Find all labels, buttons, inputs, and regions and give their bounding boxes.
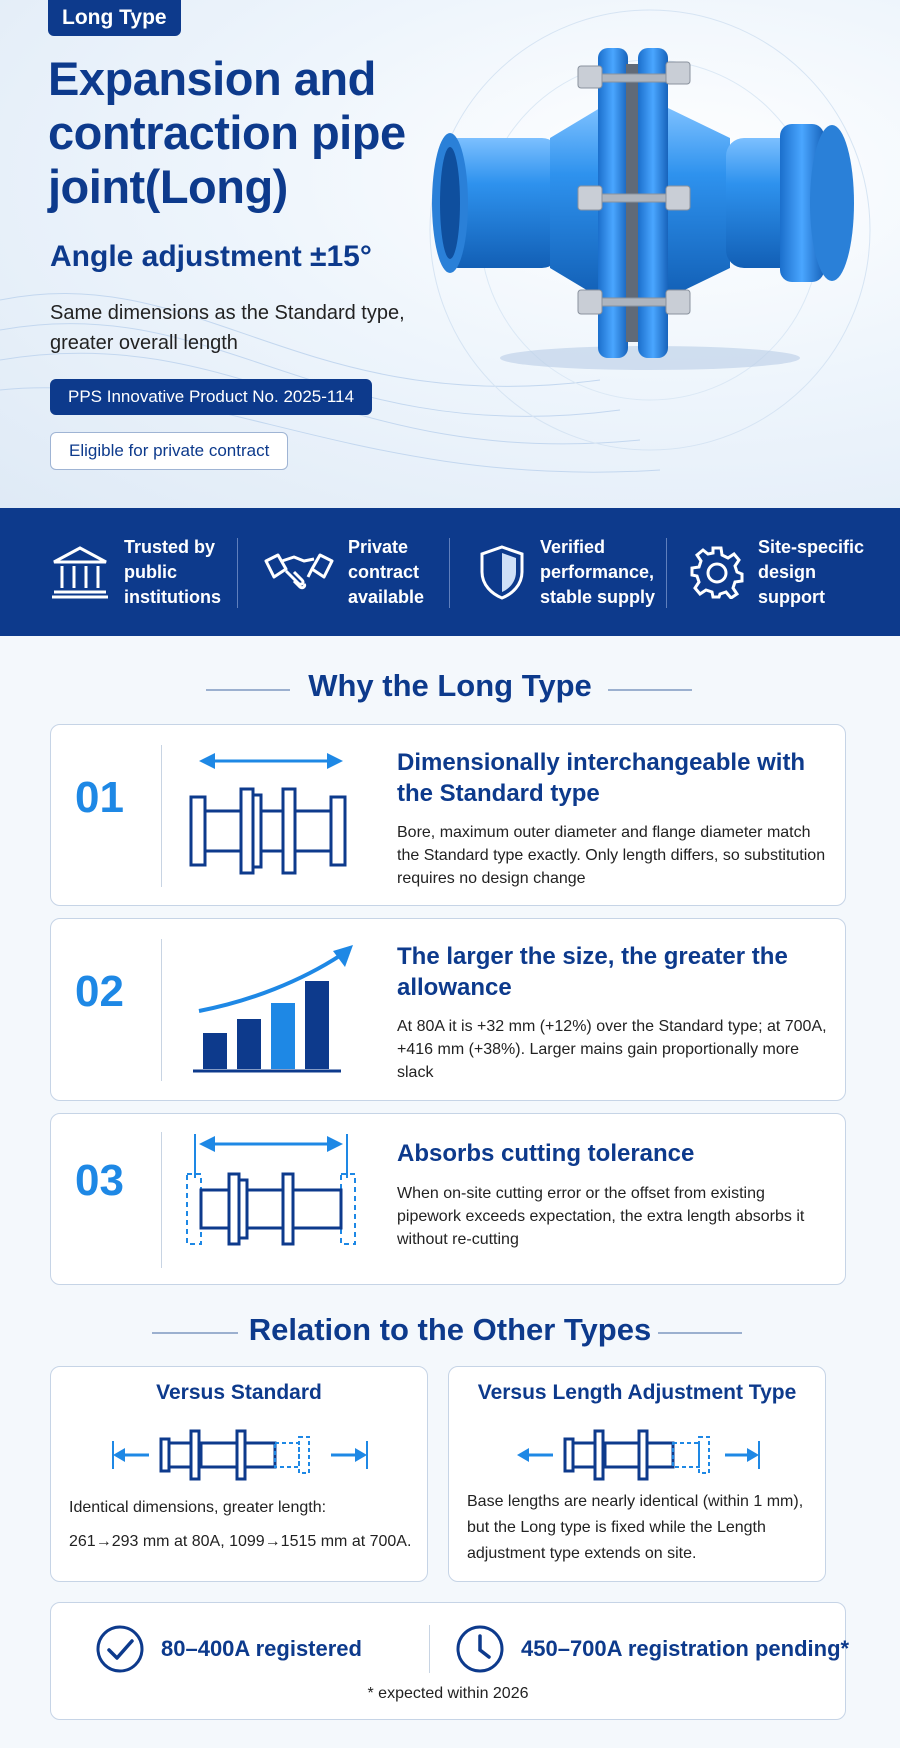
text-line: adjustment type extends on site. (467, 1545, 697, 1562)
pending-status (455, 1623, 849, 1675)
check-circle-icon (95, 1624, 145, 1674)
versus-standard-card (50, 1366, 428, 1582)
feature-band (0, 508, 900, 636)
shield-icon (478, 544, 526, 600)
card-body (467, 1489, 812, 1567)
why-section-title: Why the Long Type (308, 668, 592, 703)
card-number: 01 (75, 773, 124, 822)
hero-section (0, 0, 900, 508)
growth-chart-icon (181, 941, 381, 1081)
gear-icon (690, 545, 744, 599)
cutting-tolerance-icon (181, 1130, 381, 1270)
pipe-joint-image (430, 40, 870, 380)
feature-private-contract (264, 508, 428, 636)
feature-label: Trusted by public institutions (124, 536, 221, 607)
feature-label: Private contract available (348, 536, 425, 607)
text-line: 261→293 mm at 80A, 1099→1515 mm at 700A. (69, 1533, 412, 1550)
why-card-03 (50, 1113, 846, 1285)
divider (449, 538, 450, 608)
feature-public-institutions (50, 508, 224, 636)
why-card-02 (50, 918, 846, 1101)
relation-section-title: Relation to the Other Types (248, 1312, 652, 1347)
card-number: 03 (75, 1156, 124, 1205)
divider (429, 1625, 430, 1673)
card-heading: Versus Length Adjustment Type (477, 1381, 797, 1404)
clock-icon (455, 1624, 505, 1674)
pending-label: 450–700A registration pending* (521, 1636, 850, 1661)
divider (161, 745, 162, 887)
pps-product-badge: PPS Innovative Product No. 2025-114 (50, 379, 372, 415)
why-card-01 (50, 724, 846, 906)
card-body: When on-site cutting error or the offset from existing pipework exceeds expectation, the extra length absorbs it without re-cutting (397, 1185, 805, 1248)
card-body (69, 1495, 414, 1555)
text-line: Identical dimensions, greater length: (69, 1499, 327, 1516)
registered-status (95, 1623, 362, 1675)
registered-label: 80–400A registered (161, 1636, 362, 1661)
divider (666, 538, 667, 608)
divider (161, 939, 162, 1081)
divider (161, 1132, 162, 1268)
private-contract-badge: Eligible for private contract (50, 432, 288, 470)
feature-design-support (690, 508, 868, 636)
card-heading: The larger the size, the greater the allowance (397, 943, 788, 1001)
institution-icon (50, 544, 110, 600)
registration-card (50, 1602, 850, 1720)
card-body: At 80A it is +32 mm (+12%) over the Standard type; at 700A, +416 mm (+38%). Larger mains gain proportionally more slack (397, 1018, 827, 1081)
feature-label: Site-specific design support (758, 536, 865, 607)
text-line: but the Long type is fixed while the Length (467, 1519, 766, 1536)
divider (658, 1332, 742, 1334)
handshake-icon (264, 547, 334, 597)
text-line: Base lengths are nearly identical (within 1 mm), (467, 1493, 804, 1510)
feature-label: Verified performance, stable supply (540, 536, 656, 607)
angle-adjustment: Angle adjustment ±15° (50, 240, 372, 273)
card-number: 02 (75, 967, 124, 1016)
divider (237, 538, 238, 608)
card-heading: Dimensionally interchangeable with the Standard type (397, 749, 806, 807)
card-heading: Versus Standard (156, 1381, 322, 1404)
footnote: * expected within 2026 (367, 1685, 529, 1702)
interchangeable-joint-icon (181, 747, 381, 887)
type-badge: Long Type (48, 0, 181, 36)
page-title: Expansion and contraction pipe joint(Long) (48, 52, 406, 213)
card-heading: Absorbs cutting tolerance (397, 1140, 695, 1167)
versus-length-adjustment-card (448, 1366, 826, 1582)
divider (608, 689, 692, 691)
comparison-joint-icon (109, 1423, 369, 1487)
hero-description: Same dimensions as the Standard type, greater overall length (50, 302, 405, 354)
card-body: Bore, maximum outer diameter and flange diameter match the Standard type exactly. Only length differs, so substitution requires no design change (397, 824, 826, 887)
comparison-joint-icon (507, 1423, 767, 1487)
feature-verified-performance (478, 508, 658, 636)
